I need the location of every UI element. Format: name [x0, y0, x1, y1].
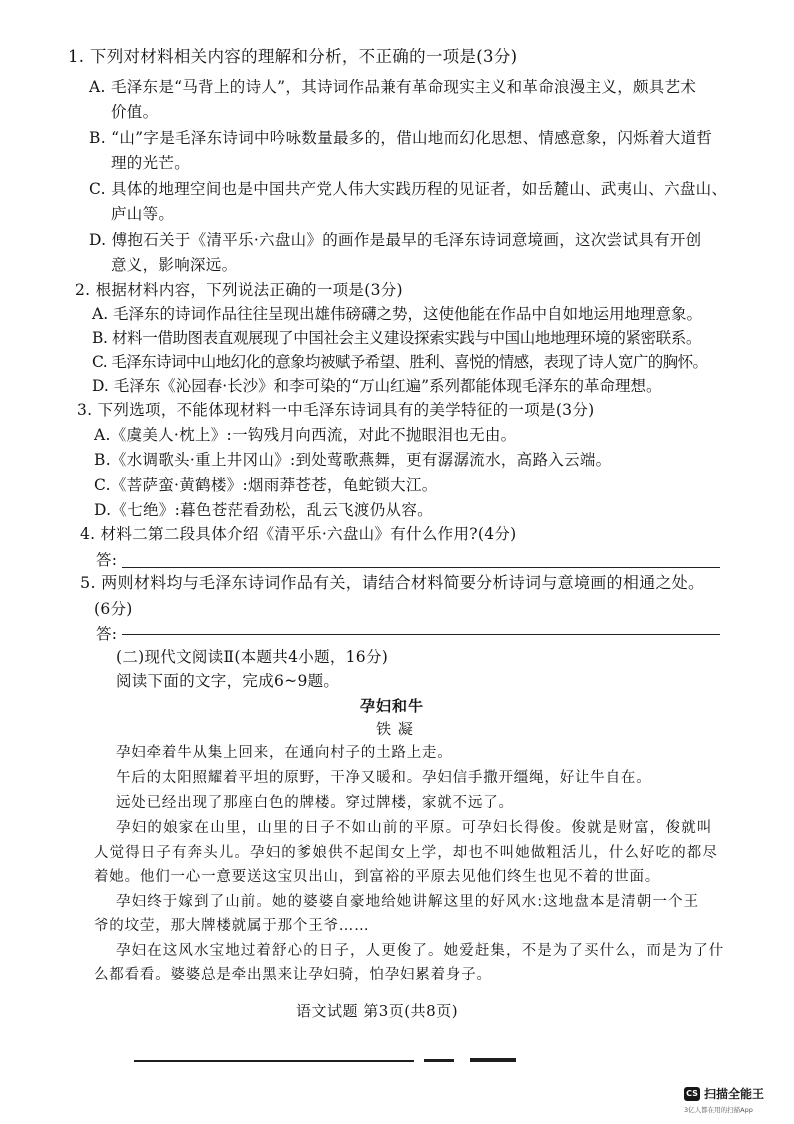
option-1b-line1: B. “山”字是毛泽东诗词中吟咏数量最多的，借山地而幻化思想、情感意象，闪烁着大道哲	[89, 129, 713, 147]
passage-paragraph: 孕妇终于嫁到了山前。她的婆婆自豪地给她讲解这里的好风水:这地盘本是清朝一个王	[116, 894, 700, 910]
question-5-answer-label: 答:	[96, 625, 118, 643]
option-1d-line1: D. 傅抱石关于《清平乐·六盘山》的画作是最早的毛泽东诗词意境画，这次尝试具有开创	[89, 231, 702, 249]
passage-paragraph: 午后的太阳照耀着平坦的原野，干净又暖和。孕妇信手撒开缰绳，好让牛自在。	[116, 770, 652, 786]
scan-edge-line	[470, 1058, 516, 1062]
option-1c-line1: C. 具体的地理空间也是中国共产党人伟大实践历程的见证者，如岳麓山、武夷山、六盘山、	[89, 180, 728, 198]
option-1b-line2: 理的光芒。	[111, 154, 191, 172]
option-1c-line2: 庐山等。	[111, 205, 175, 223]
option-3d: D.《七绝》:暮色苍茫看劲松，乱云飞渡仍从容。	[94, 501, 433, 519]
passage-paragraph: 远处已经出现了那座白色的牌楼。穿过牌楼，家就不远了。	[116, 795, 514, 811]
passage-title: 孕妇和牛	[360, 697, 425, 715]
passage-paragraph: 孕妇在这风水宝地过着舒心的日子，人更俊了。她爱赶集，不是为了买什么，而是为了什	[116, 943, 725, 959]
option-3b: B.《水调歌头·重上井冈山》:到处莺歌燕舞，更有潺潺流水，高路入云端。	[94, 451, 612, 469]
passage-paragraph: 人觉得日子有奔头儿。孕妇的爹娘供不起闺女上学，却也不叫她做粗活儿，什么好吃的都尽	[94, 845, 718, 861]
camscanner-logo-icon: CS	[684, 1087, 700, 1101]
question-4-stem: 4. 材料二第二段具体介绍《清平乐·六盘山》有什么作用?(4分)	[80, 525, 517, 543]
scan-edge-line	[424, 1059, 454, 1062]
camscanner-name: 扫描全能王	[704, 1087, 765, 1101]
question-4-answer-label: 答:	[96, 551, 118, 569]
passage-paragraph: 孕妇的娘家在山里，山里的日子不如山前的平原。可孕妇长得俊。俊就是财富，俊就叫	[116, 820, 713, 836]
option-2b: B. 材料一借助图表直观展现了中国社会主义建设探索实践与中国山地地理环境的紧密联系。	[92, 329, 701, 347]
scan-edge-line	[134, 1060, 414, 1062]
passage-author: 铁 凝	[376, 720, 414, 738]
passage-paragraph: 么都看看。婆婆总是牵出黑来让孕妇骑，怕孕妇累着身子。	[94, 967, 492, 983]
camscanner-tagline: 3亿人都在用的扫描App	[684, 1106, 753, 1114]
option-2a: A. 毛泽东的诗词作品往往呈现出雄伟磅礴之势，这使他能在作品中自如地运用地理意象。	[92, 305, 703, 323]
passage-paragraph: 爷的坟茔，那大牌楼就属于那个王爷……	[94, 918, 370, 934]
passage-paragraph: 着她。他们一心一意要送这宝贝出山，到富裕的平原去见他们终生也见不着的世面。	[94, 869, 661, 885]
option-1a-line2: 价值。	[111, 103, 159, 121]
question-5-answer-line[interactable]	[122, 633, 720, 635]
option-3c: C.《菩萨蛮·黄鹤楼》:烟雨莽苍苍，龟蛇锁大江。	[94, 476, 438, 494]
passage-paragraph: 孕妇牵着牛从集上回来，在通向村子的土路上走。	[116, 745, 453, 761]
question-5-stem-line1: 5. 两则材料均与毛泽东诗词作品有关，请结合材料简要分析诗词与意境画的相通之处。	[80, 573, 705, 592]
question-2-stem: 2. 根据材料内容，下列说法正确的一项是(3分)	[75, 281, 403, 299]
question-5-stem-line2: (6分)	[94, 600, 133, 618]
option-1d-line2: 意义，影响深远。	[111, 256, 238, 274]
question-4-answer-line[interactable]	[122, 566, 720, 568]
question-1-stem: 1. 下列对材料相关内容的理解和分析，不正确的一项是(3分)	[68, 47, 518, 66]
section-2-heading: (二)现代文阅读Ⅱ(本题共4小题，16分)	[116, 648, 389, 666]
option-2c: C. 毛泽东诗词中山地幻化的意象均被赋予希望、胜利、喜悦的情感，表现了诗人宽广的胸怀。	[92, 353, 708, 371]
option-3a: A.《虞美人·枕上》:一钩残月向西流，对此不抛眼泪也无由。	[94, 426, 517, 444]
section-2-instruction: 阅读下面的文字，完成6~9题。	[116, 672, 340, 690]
question-3-stem: 3. 下列选项，不能体现材料一中毛泽东诗词具有的美学特征的一项是(3分)	[77, 401, 595, 419]
option-2d: D. 毛泽东《沁园春·长沙》和李可染的“万山红遍”系列都能体现毛泽东的革命理想。	[92, 377, 662, 395]
option-1a-line1: A. 毛泽东是“马背上的诗人”，其诗词作品兼有革命现实主义和革命浪漫主义，颇具艺术	[89, 78, 697, 96]
page-footer: 语文试题 第3页(共8页)	[296, 1002, 459, 1020]
